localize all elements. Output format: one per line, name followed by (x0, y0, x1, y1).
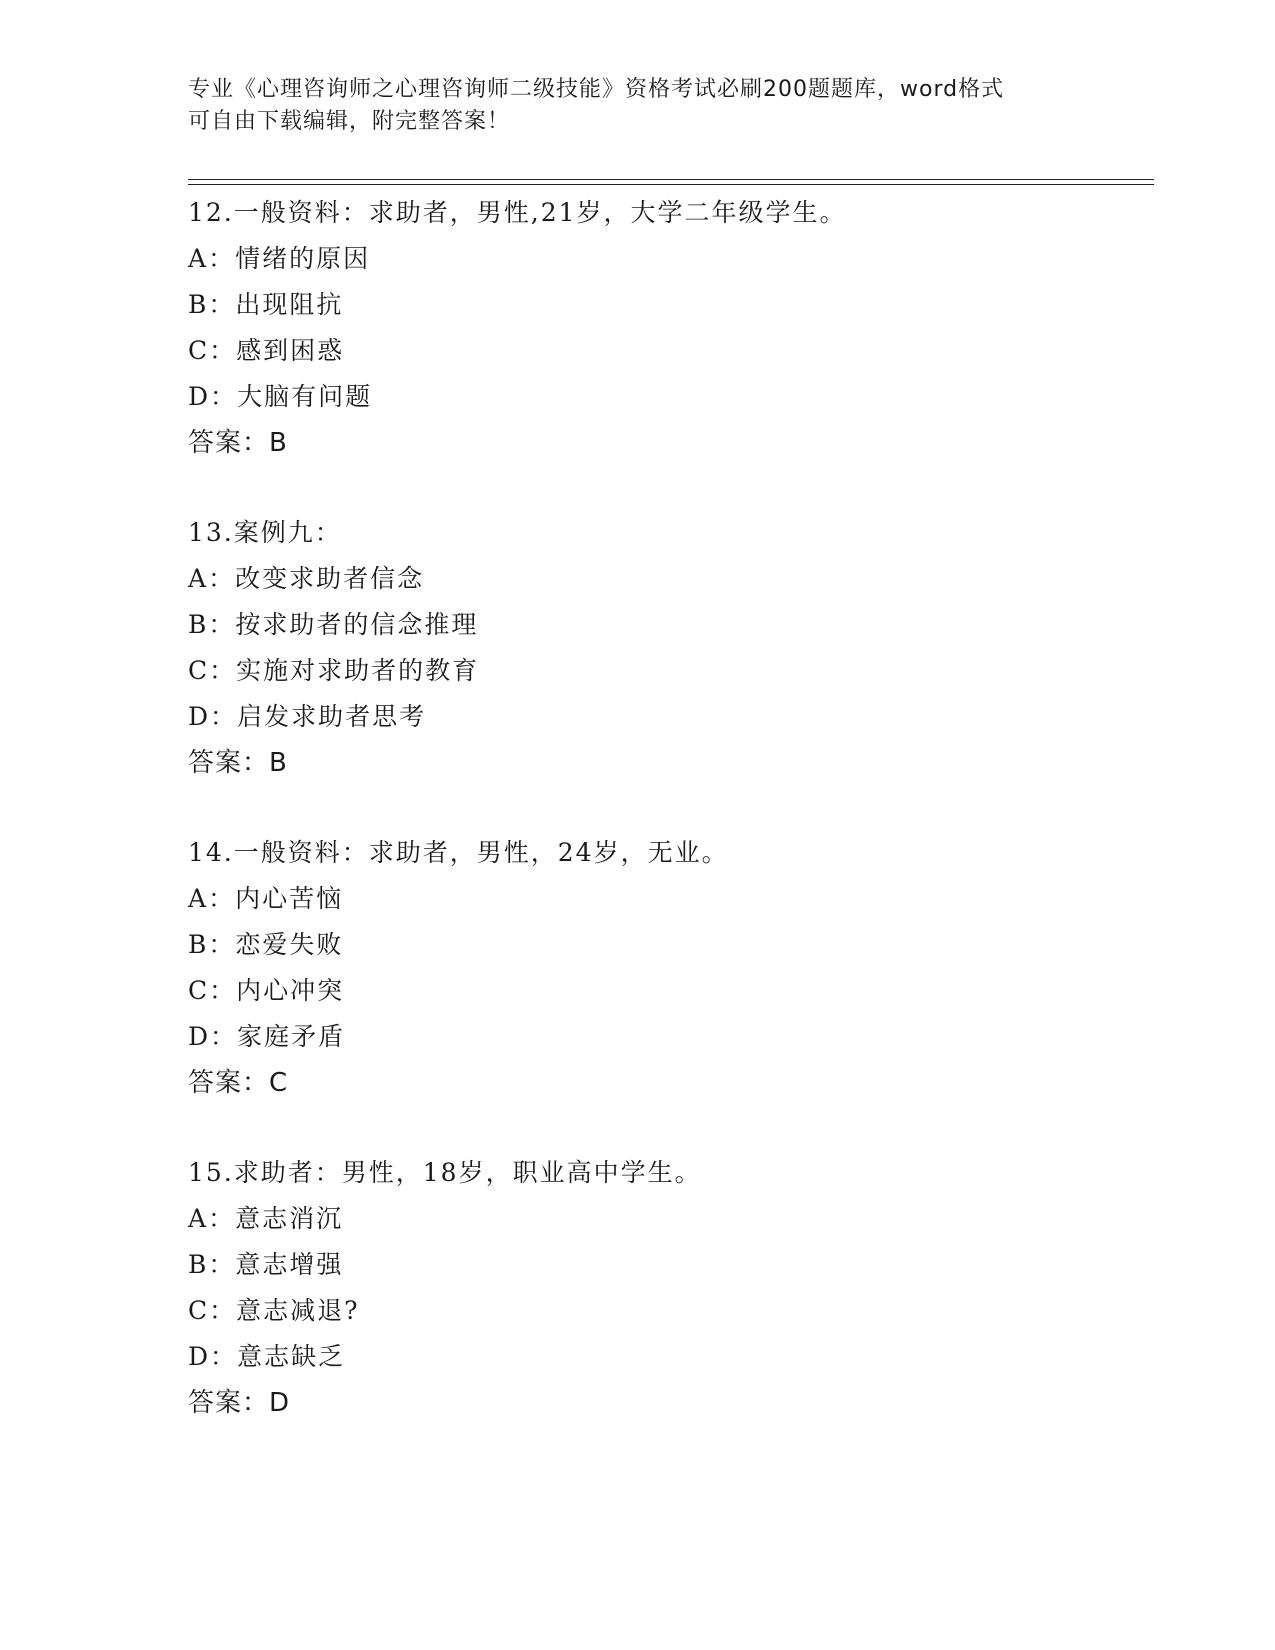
answer-line: 答案：B (188, 748, 288, 778)
option-text: 意志减退? (236, 1296, 360, 1325)
option-text: 感到困惑 (236, 336, 345, 365)
answer-line: 答案：D (188, 1388, 291, 1418)
question-item (188, 190, 1148, 510)
question-number: 13 . (188, 518, 234, 547)
option-letter: C ： (188, 336, 236, 365)
question-item (188, 1150, 1148, 1470)
option-d (188, 374, 1148, 420)
header-line-1: 专业《心理咨询师之心理咨询师二级技能》资格考试必刷200题题库，word格式 (188, 77, 1005, 102)
option-letter: A ： (188, 1204, 235, 1233)
question-number: 15 . (188, 1158, 234, 1187)
question-stem: 一般资料：求助者，男性，24岁，无业。 (233, 838, 729, 867)
option-letter: D ： (188, 1022, 237, 1051)
option-a (188, 236, 1148, 282)
option-text: 实施对求助者的教育 (236, 656, 480, 685)
option-text: 启发求助者思考 (237, 702, 427, 731)
option-b (188, 922, 1148, 968)
option-letter: C ： (188, 976, 236, 1005)
option-text: 情绪的原因 (235, 244, 371, 273)
question-stem: 一般资料：求助者，男性,21岁，大学二年级学生。 (233, 198, 847, 227)
option-b (188, 1242, 1148, 1288)
option-text: 恋爱失败 (235, 930, 344, 959)
question-item (188, 510, 1148, 830)
option-letter: C ： (188, 1296, 236, 1325)
question-number: 14 . (188, 838, 234, 867)
option-a (188, 1196, 1148, 1242)
option-d (188, 694, 1148, 740)
option-text: 内心冲突 (236, 976, 345, 1005)
question-stem-line (188, 1150, 1148, 1196)
option-c (188, 968, 1148, 1014)
header-line-2: 可自由下载编辑，附完整答案！ (188, 109, 511, 134)
option-letter: D ： (188, 702, 237, 731)
option-d (188, 1334, 1148, 1380)
option-letter: D ： (188, 1342, 237, 1371)
question-stem: 求助者：男性，18岁，职业高中学生。 (233, 1158, 702, 1187)
option-c (188, 328, 1148, 374)
answer-line: 答案：B (188, 428, 288, 458)
option-letter: B ： (188, 930, 235, 959)
answer-line: 答案：C (188, 1068, 289, 1098)
option-b (188, 602, 1148, 648)
question-list (188, 190, 1148, 1470)
option-letter: B ： (188, 1250, 235, 1279)
question-stem: 案例九： (233, 518, 342, 547)
option-letter: A ： (188, 564, 235, 593)
option-c (188, 648, 1148, 694)
option-b (188, 282, 1148, 328)
question-stem-line (188, 830, 1148, 876)
option-d (188, 1014, 1148, 1060)
option-text: 大脑有问题 (237, 382, 373, 411)
header-divider-bottom (188, 184, 1154, 185)
option-a (188, 876, 1148, 922)
option-text: 家庭矛盾 (237, 1022, 346, 1051)
option-text: 意志增强 (235, 1250, 344, 1279)
option-text: 改变求助者信念 (235, 564, 425, 593)
question-number: 12 . (188, 198, 234, 227)
option-letter: A ： (188, 884, 235, 913)
document-header (188, 74, 1088, 138)
option-letter: B ： (188, 290, 235, 319)
option-letter: D ： (188, 382, 237, 411)
option-c (188, 1288, 1148, 1334)
option-a (188, 556, 1148, 602)
option-letter: B ： (188, 610, 235, 639)
option-letter: A ： (188, 244, 235, 273)
question-stem-line (188, 190, 1148, 236)
option-text: 意志消沉 (235, 1204, 344, 1233)
option-letter: C ： (188, 656, 236, 685)
option-text: 按求助者的信念推理 (235, 610, 479, 639)
question-stem-line (188, 510, 1148, 556)
option-text: 内心苦恼 (235, 884, 344, 913)
option-text: 出现阻抗 (235, 290, 344, 319)
question-item (188, 830, 1148, 1150)
option-text: 意志缺乏 (237, 1342, 346, 1371)
header-divider-top (188, 179, 1154, 180)
